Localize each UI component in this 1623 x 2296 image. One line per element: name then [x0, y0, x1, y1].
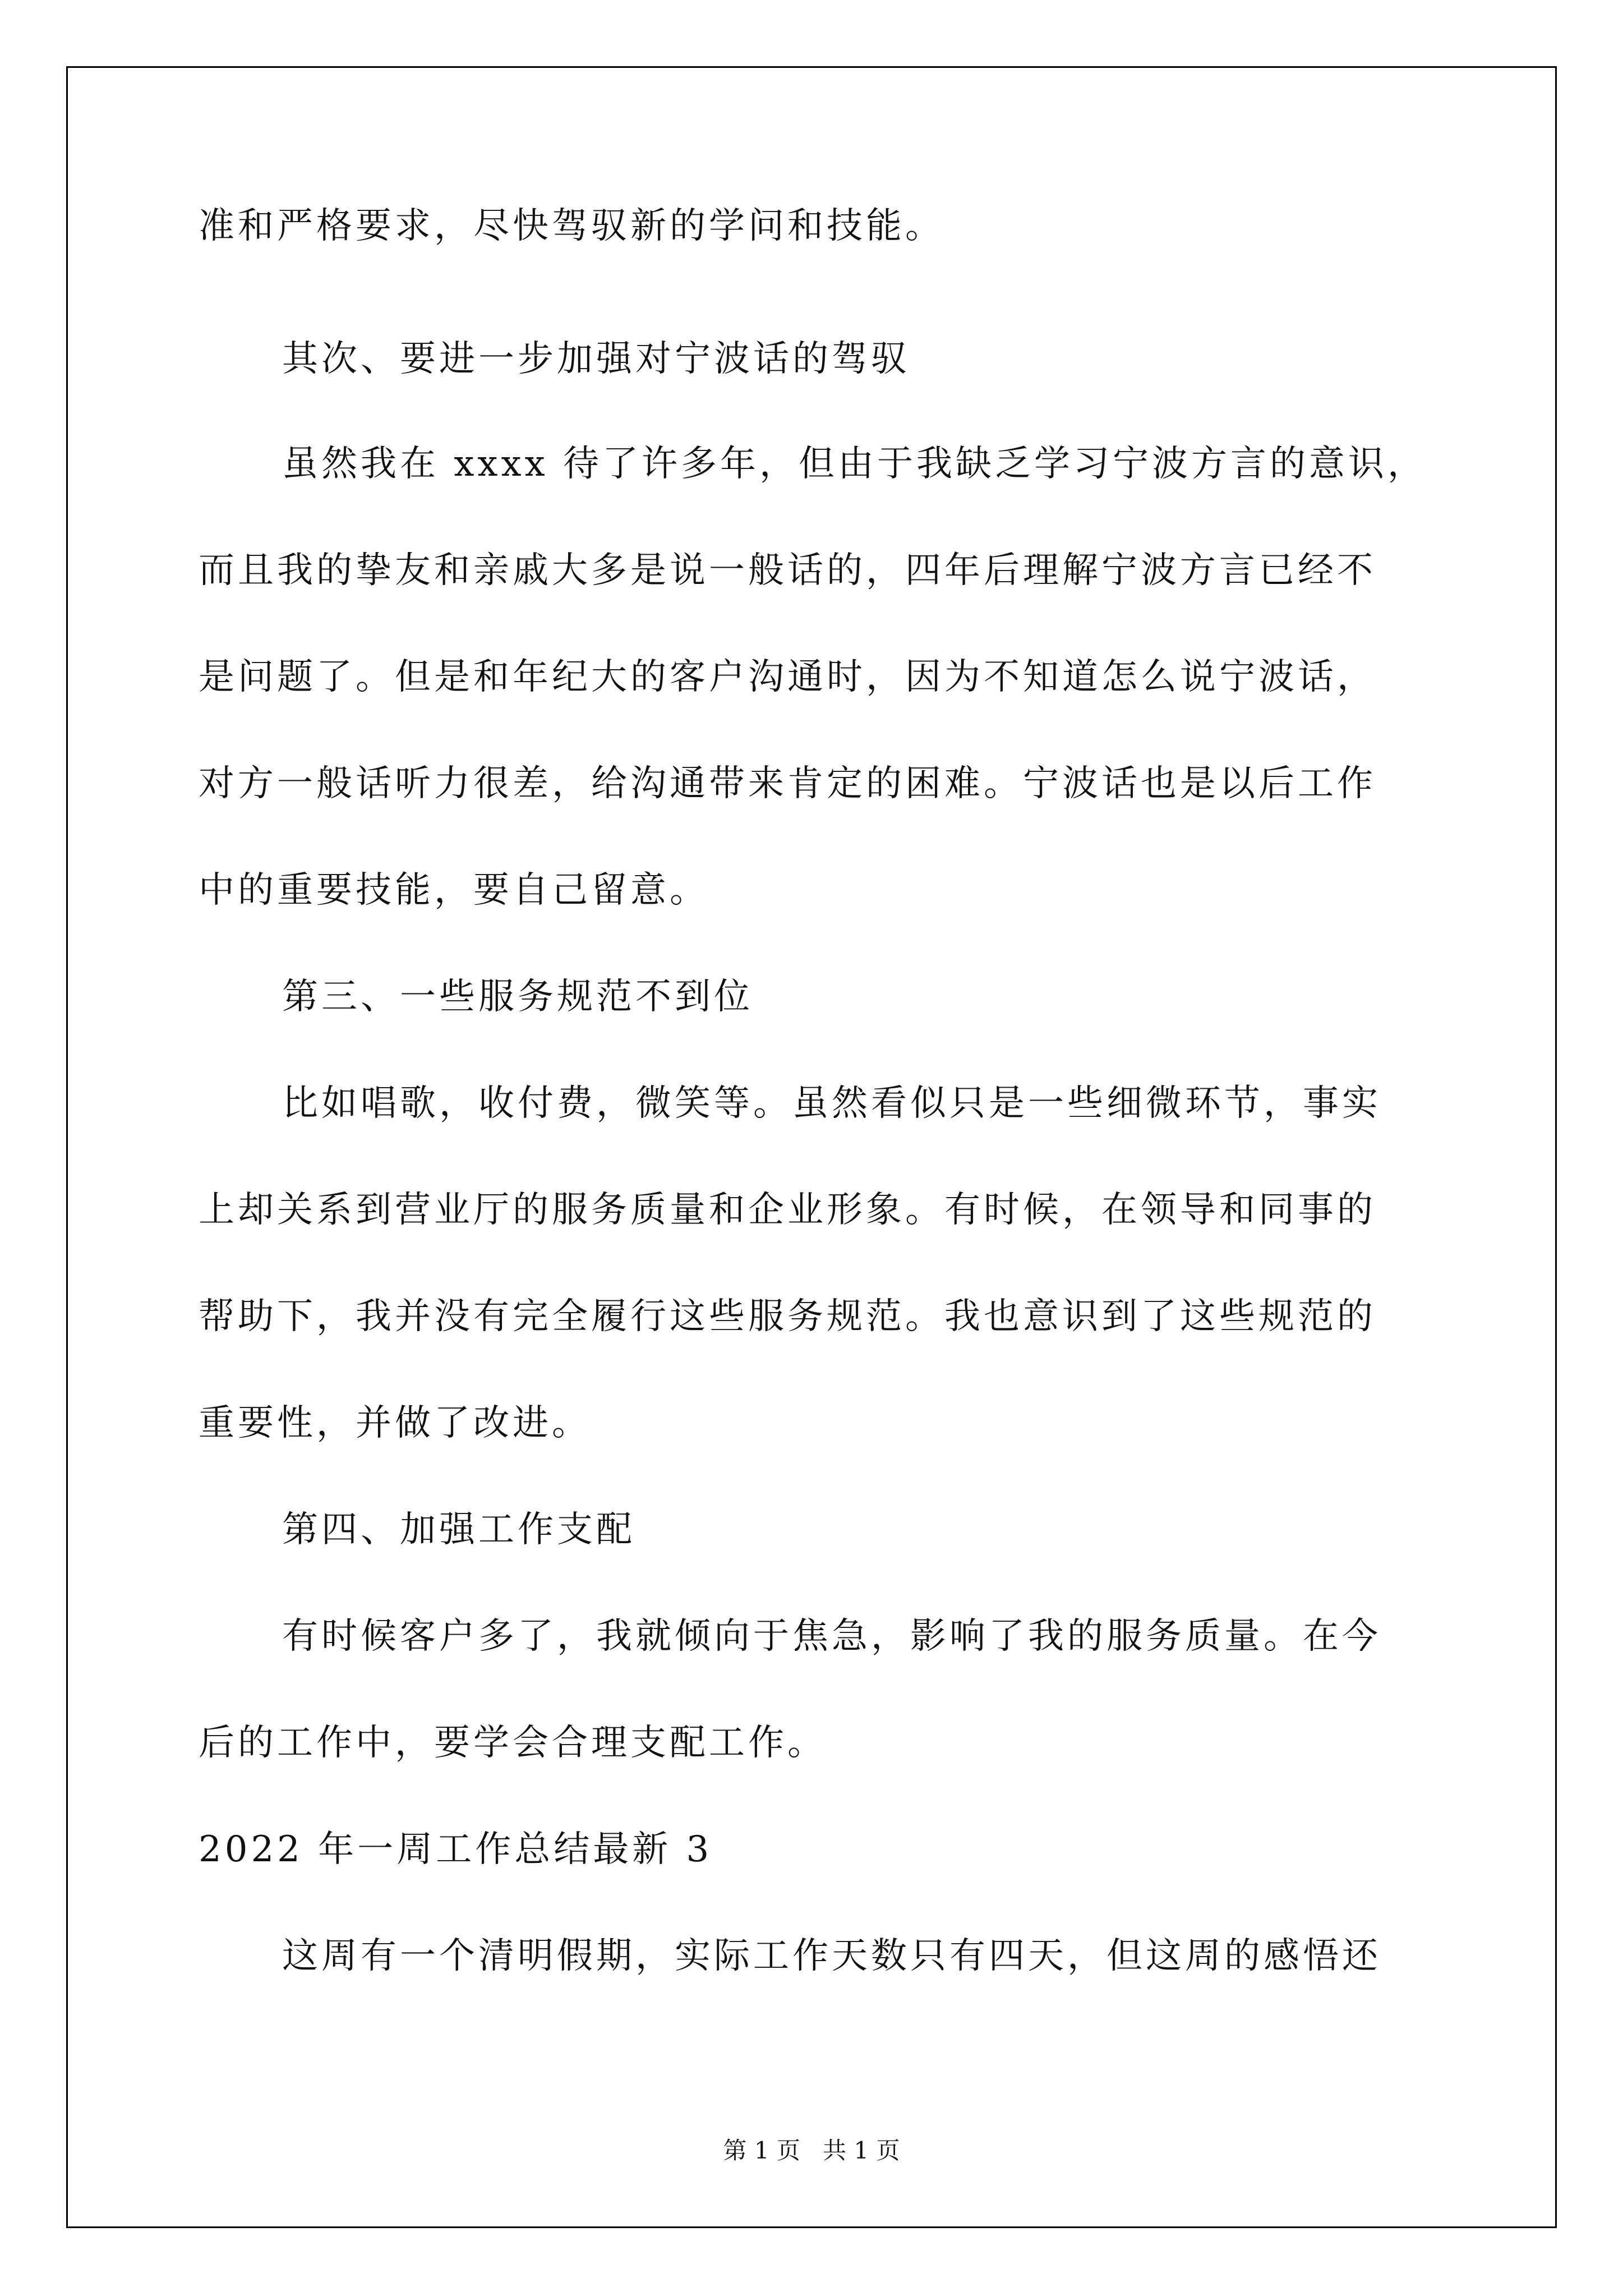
page-border [66, 66, 1557, 2228]
paragraph-line: 帮助下，我并没有完全履行这些服务规范。我也意识到了这些规范的 [199, 1296, 1376, 1337]
paragraph-line: 有时候客户多了，我就倾向于焦急，影响了我的服务质量。在今 [282, 1616, 1381, 1657]
paragraph-line: 虽然我在 xxxx 待了许多年，但由于我缺乏学习宁波方言的意识， [282, 443, 1427, 485]
paragraph-line: 后的工作中，要学会合理支配工作。 [199, 1722, 827, 1764]
page-footer: 第 1 页 共 1 页 [723, 2137, 900, 2164]
paragraph-line: 准和严格要求，尽快驾驭新的学问和技能。 [199, 205, 944, 247]
paragraph-line: 中的重要技能，要自己留意。 [199, 869, 709, 911]
paragraph-line: 比如唱歌，收付费，微笑等。虽然看似只是一些细微环节，事实 [282, 1083, 1381, 1124]
section-heading: 其次、要进一步加强对宁波话的驾驭 [282, 338, 910, 380]
paragraph-line: 而且我的挚友和亲戚大多是说一般话的，四年后理解宁波方言已经不 [199, 550, 1376, 591]
document-title: 2022 年一周工作总结最新 3 [199, 1829, 713, 1870]
paragraph-line: 重要性，并做了改进。 [199, 1402, 591, 1444]
section-heading: 第三、一些服务规范不到位 [282, 976, 753, 1018]
section-heading: 第四、加强工作支配 [282, 1509, 635, 1550]
paragraph-line: 对方一般话听力很差，给沟通带来肯定的困难。宁波话也是以后工作 [199, 763, 1376, 804]
paragraph-line: 是问题了。但是和年纪大的客户沟通时，因为不知道怎么说宁波话， [199, 656, 1376, 698]
paragraph-line: 上却关系到营业厅的服务质量和企业形象。有时候，在领导和同事的 [199, 1189, 1376, 1231]
paragraph-line: 这周有一个清明假期，实际工作天数只有四天，但这周的感悟还 [282, 1935, 1381, 1977]
